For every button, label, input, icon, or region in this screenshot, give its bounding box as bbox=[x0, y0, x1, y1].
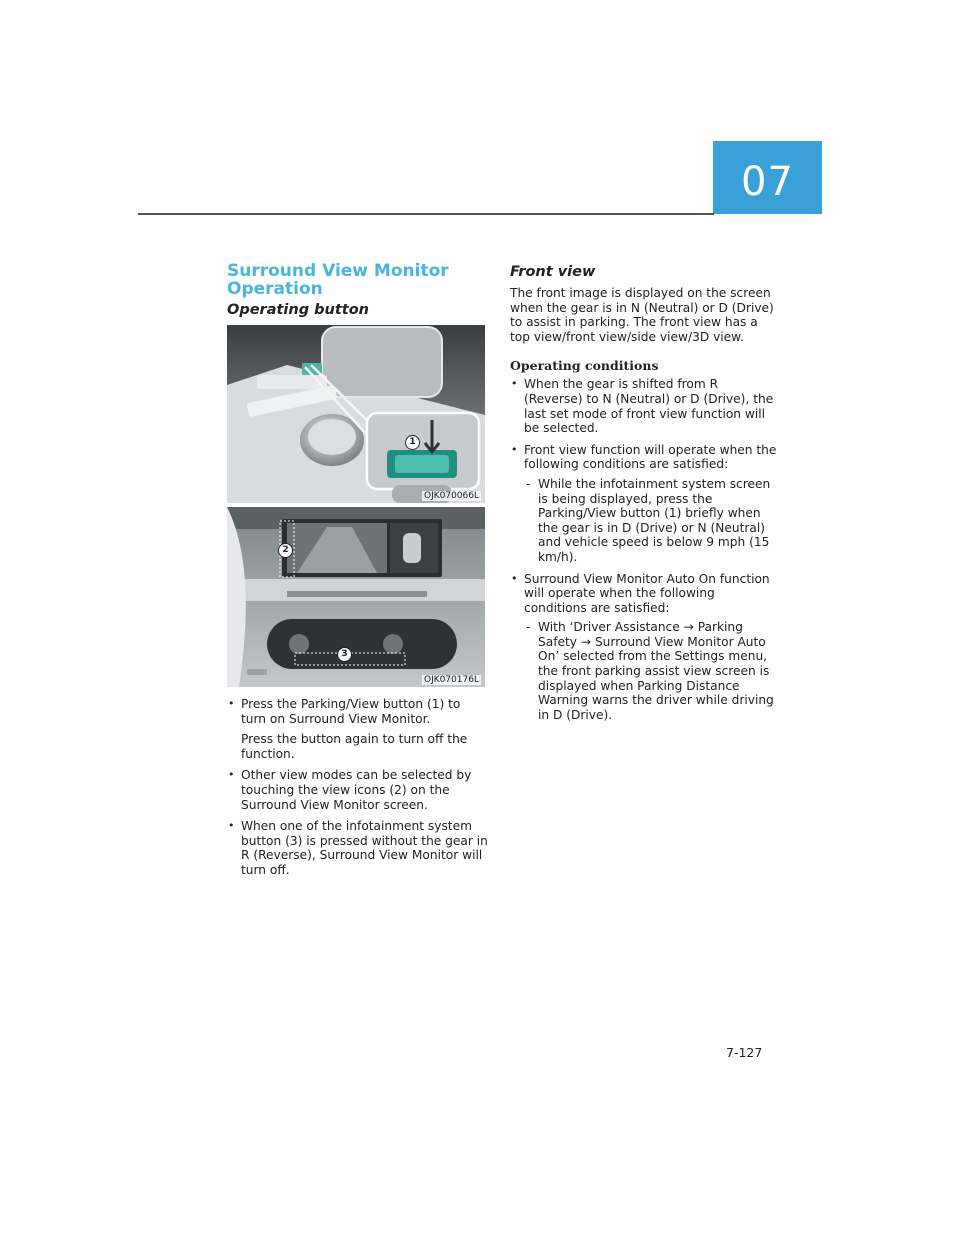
sub-list bbox=[524, 477, 780, 565]
bullet-extra-text: Press the button again to turn off the function. bbox=[241, 732, 468, 761]
bullet-text: When one of the infotainment system button (3) is pressed without the gear in R (Reverse), Surround View Monitor will turn off. bbox=[241, 819, 488, 877]
bullet-text: Other view modes can be selected by touching the view icons (2) on the Surround View Monitor screen. bbox=[241, 768, 472, 812]
operating-button-bullets bbox=[227, 697, 489, 878]
heading-front-view: Front view bbox=[510, 264, 596, 280]
operating-conditions-list bbox=[510, 377, 780, 722]
list-item bbox=[510, 443, 780, 565]
bullet-text: Press the Parking/View button (1) to turn on Surround View Monitor. bbox=[241, 697, 461, 726]
list-item bbox=[227, 768, 489, 812]
figure-dashboard-screen bbox=[227, 507, 485, 687]
dashboard-illustration bbox=[227, 507, 485, 687]
list-item bbox=[510, 572, 780, 723]
operating-conditions-title: Operating conditions bbox=[510, 358, 659, 374]
page-number: 7-127 bbox=[726, 1045, 763, 1060]
bullet-text: Surround View Monitor Auto On function will operate when the following conditions are satisfied: bbox=[524, 571, 770, 615]
sub-list-item: - While the infotainment system screen is being displayed, press the Parking/View button (1) briefly when the gear is in D (Drive) or N (Neutral) and vehicle speed is below 9 mph (15 km/h). bbox=[524, 477, 780, 565]
subheading-operating-button: Operating button bbox=[227, 302, 369, 318]
list-item bbox=[510, 377, 780, 435]
list-item bbox=[227, 819, 489, 877]
sub-list bbox=[524, 620, 780, 722]
console-illustration bbox=[227, 325, 485, 503]
front-view-intro: The front image is displayed on the screen when the gear is in N (Neutral) or D (Drive) to assist in parking. The front view has a top view/front view/side view/3D view. bbox=[510, 286, 774, 344]
left-column bbox=[227, 262, 489, 885]
callout-infotainment-buttons: 3 bbox=[337, 647, 352, 662]
callout-view-icons: 2 bbox=[278, 543, 293, 558]
bullet-text: Front view function will operate when the following conditions are satisfied: bbox=[524, 442, 777, 472]
right-column bbox=[510, 262, 780, 729]
header-rule bbox=[138, 213, 714, 215]
figure-code: OJK070066L bbox=[423, 491, 479, 501]
sub-list-item: - With ‘Driver Assistance → Parking Safety → Surround View Monitor Auto On’ selected from the Settings menu, the front parking assist view screen is displayed when Parking Distance Warning warns the driver while driving in D (Drive). bbox=[524, 620, 780, 722]
chapter-number-tab: 07 bbox=[713, 141, 822, 214]
figure-console-button bbox=[227, 325, 485, 503]
bullet-text: When the gear is shifted from R (Reverse) to N (Neutral) or D (Drive), the last set mode of front view function will be selected. bbox=[524, 377, 774, 436]
figure-code: OJK070176L bbox=[423, 675, 479, 685]
section-title: Surround View Monitor Operation bbox=[227, 261, 449, 299]
callout-parking-view-button: 1 bbox=[405, 435, 420, 450]
list-item bbox=[227, 697, 489, 761]
